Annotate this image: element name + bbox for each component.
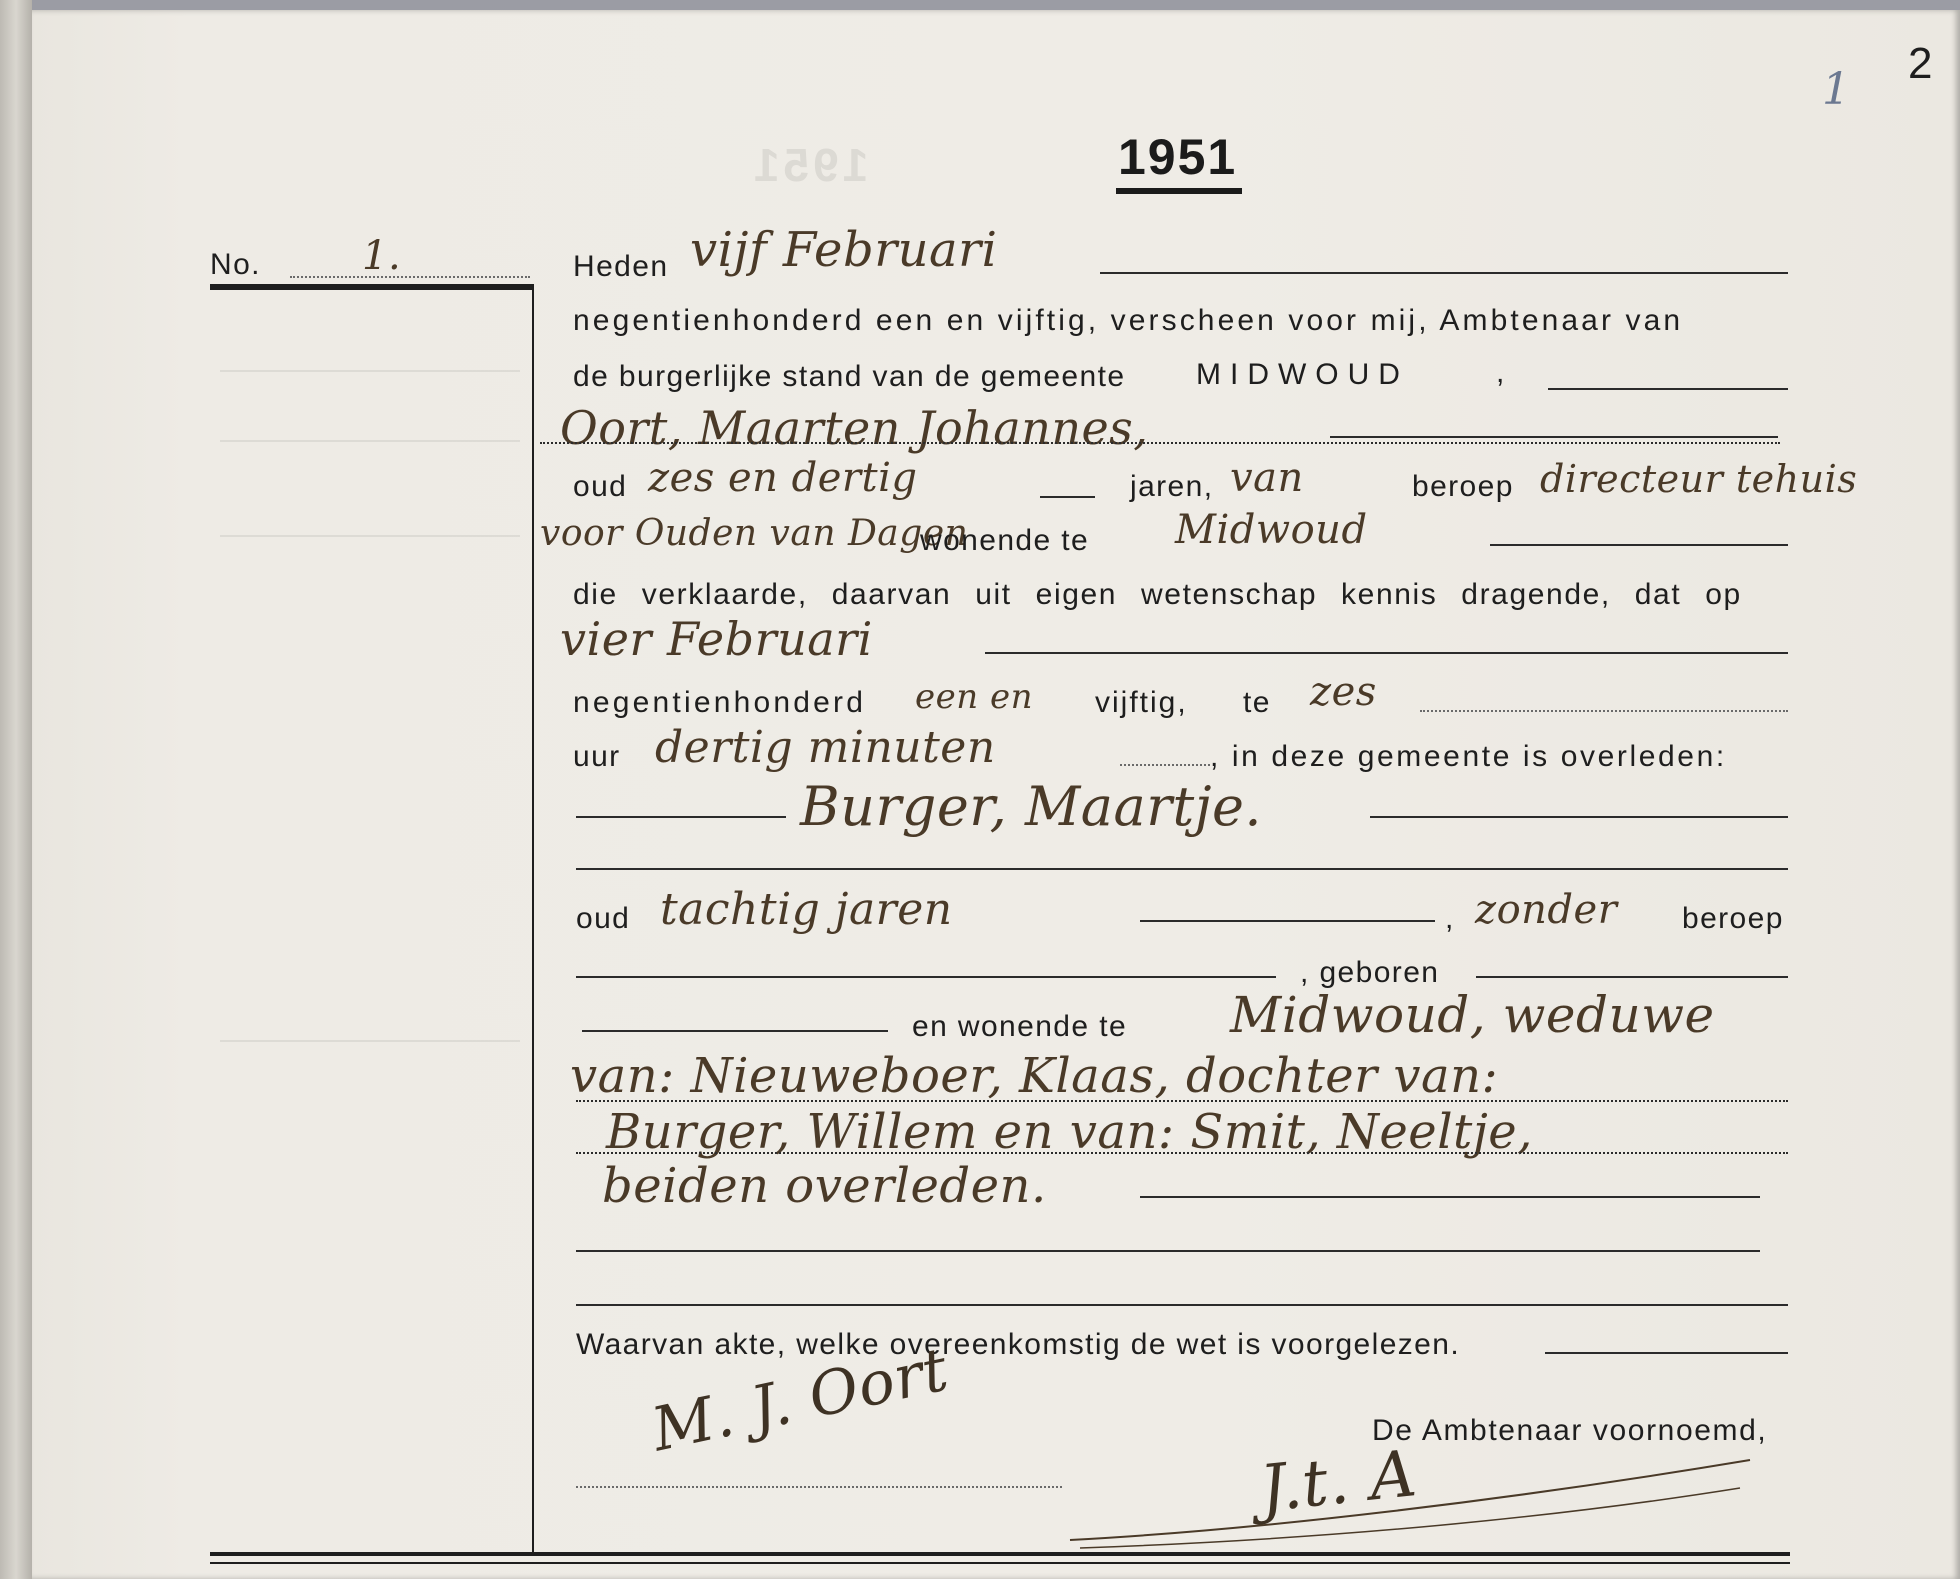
year-underline	[1116, 188, 1242, 194]
official-signature: J.t. A	[1256, 1437, 1421, 1527]
family-line-2: Burger, Willem en van: Smit, Neeltje,	[606, 1104, 1533, 1160]
bleed-through-line	[220, 1040, 520, 1042]
number-label: No.	[210, 248, 261, 281]
comma: ,	[1445, 902, 1455, 935]
fill-line	[576, 1100, 1788, 1102]
fill-line	[1545, 1352, 1788, 1354]
jaren-label: jaren,	[1130, 470, 1214, 503]
fill-line	[1140, 920, 1435, 922]
page-number: 2	[1908, 39, 1934, 88]
official-title: De Ambtenaar voornoemd,	[1372, 1414, 1768, 1447]
fill-line	[1476, 976, 1788, 978]
fill-line	[576, 976, 1276, 978]
oud-label: oud	[573, 470, 628, 503]
certificate-date: vijf Februari	[690, 222, 998, 278]
death-hour: zes	[1310, 669, 1377, 715]
beroep-label: beroep	[1412, 470, 1514, 503]
declarant-signature: M. J. Oort	[646, 1334, 955, 1466]
text-line-9-mid: vijftig,	[1095, 686, 1188, 719]
text-line-2: negentienhonderd een en vijftig, verscheen voor mij, Ambtenaar van	[573, 304, 1684, 337]
fill-line	[1548, 388, 1788, 390]
uur-label: uur	[573, 740, 621, 773]
fill-line	[576, 816, 786, 818]
bottom-rule-thick	[210, 1552, 1790, 1556]
death-minutes: dertig minuten	[655, 722, 996, 773]
deceased-name: Burger, Maartje.	[800, 775, 1263, 838]
page-mark-pencil: 1	[1822, 64, 1851, 115]
declarant-occupation-line2: voor Ouden van Dagen	[540, 513, 969, 554]
family-line-1: van: Nieuweboer, Klaas, dochter van:	[570, 1048, 1499, 1104]
book-spine	[0, 0, 32, 1579]
bottom-rule-thin	[210, 1562, 1790, 1564]
fill-line	[576, 868, 1788, 870]
deceased-residence: Midwoud, weduwe	[1230, 986, 1715, 1044]
year-insert: een en	[915, 677, 1033, 717]
declarant-age: zes en dertig	[648, 455, 918, 501]
family-line-3: beiden overleden.	[602, 1158, 1047, 1214]
fill-line	[576, 1250, 1760, 1252]
text-line-9-prefix: negentienhonderd	[573, 686, 867, 719]
closing-statement: Waarvan akte, welke overeenkomstig de wet is voorgelezen.	[576, 1328, 1461, 1361]
fill-line	[1100, 272, 1788, 274]
dotted-line	[1120, 764, 1210, 766]
fill-line	[1330, 436, 1778, 438]
fill-line	[1040, 496, 1095, 498]
fill-line	[1140, 1196, 1760, 1198]
dotted-line	[1420, 710, 1788, 712]
death-date: vier Februari	[560, 612, 873, 666]
bleed-through-line	[220, 440, 520, 442]
oud-label-2: oud	[576, 902, 631, 935]
page-year: 1951	[1118, 129, 1238, 185]
text-line-3: de burgerlijke stand van de gemeente	[573, 360, 1126, 393]
declarant-residence: Midwoud	[1175, 507, 1368, 553]
bleed-through-year: 1951	[750, 139, 869, 191]
number-underline	[210, 284, 534, 290]
beroep-label-2: beroep	[1682, 902, 1784, 935]
declarant-van: van	[1230, 455, 1304, 501]
number-dotted-line	[290, 276, 530, 278]
comma: ,	[1496, 356, 1506, 389]
municipality: MIDWOUD	[1196, 358, 1409, 391]
declarant-name: Oort, Maarten Johannes,	[560, 401, 1149, 455]
text-line-7: die verklaarde, daarvan uit eigen wetenschap kennis dragende, dat op	[573, 578, 1742, 611]
fill-line	[582, 1030, 888, 1032]
wonende-te-label: wonende te	[920, 524, 1090, 557]
column-divider	[532, 290, 534, 1555]
bleed-through-line	[220, 535, 520, 537]
deceased-age: tachtig jaren	[660, 884, 953, 935]
en-wonende-te-label: en wonende te	[912, 1010, 1128, 1043]
text-line-10-suffix: , in deze gemeente is overleden:	[1210, 740, 1727, 773]
declarant-occupation-line1: directeur tehuis	[1540, 457, 1858, 501]
fill-line	[1370, 816, 1788, 818]
signature-flourish	[1060, 1437, 1760, 1560]
deceased-occupation: zonder	[1475, 887, 1618, 933]
fill-line	[576, 1152, 1788, 1154]
fill-line	[576, 1304, 1788, 1306]
te-label: te	[1243, 686, 1271, 719]
fill-line	[985, 652, 1788, 654]
record-number: 1.	[362, 233, 402, 279]
bleed-through-line	[220, 370, 520, 372]
signature-dotted-line	[576, 1486, 1062, 1488]
fill-line	[540, 442, 1780, 444]
geboren-label: , geboren	[1300, 956, 1440, 989]
heden-label: Heden	[573, 250, 669, 283]
fill-line	[1490, 544, 1788, 546]
